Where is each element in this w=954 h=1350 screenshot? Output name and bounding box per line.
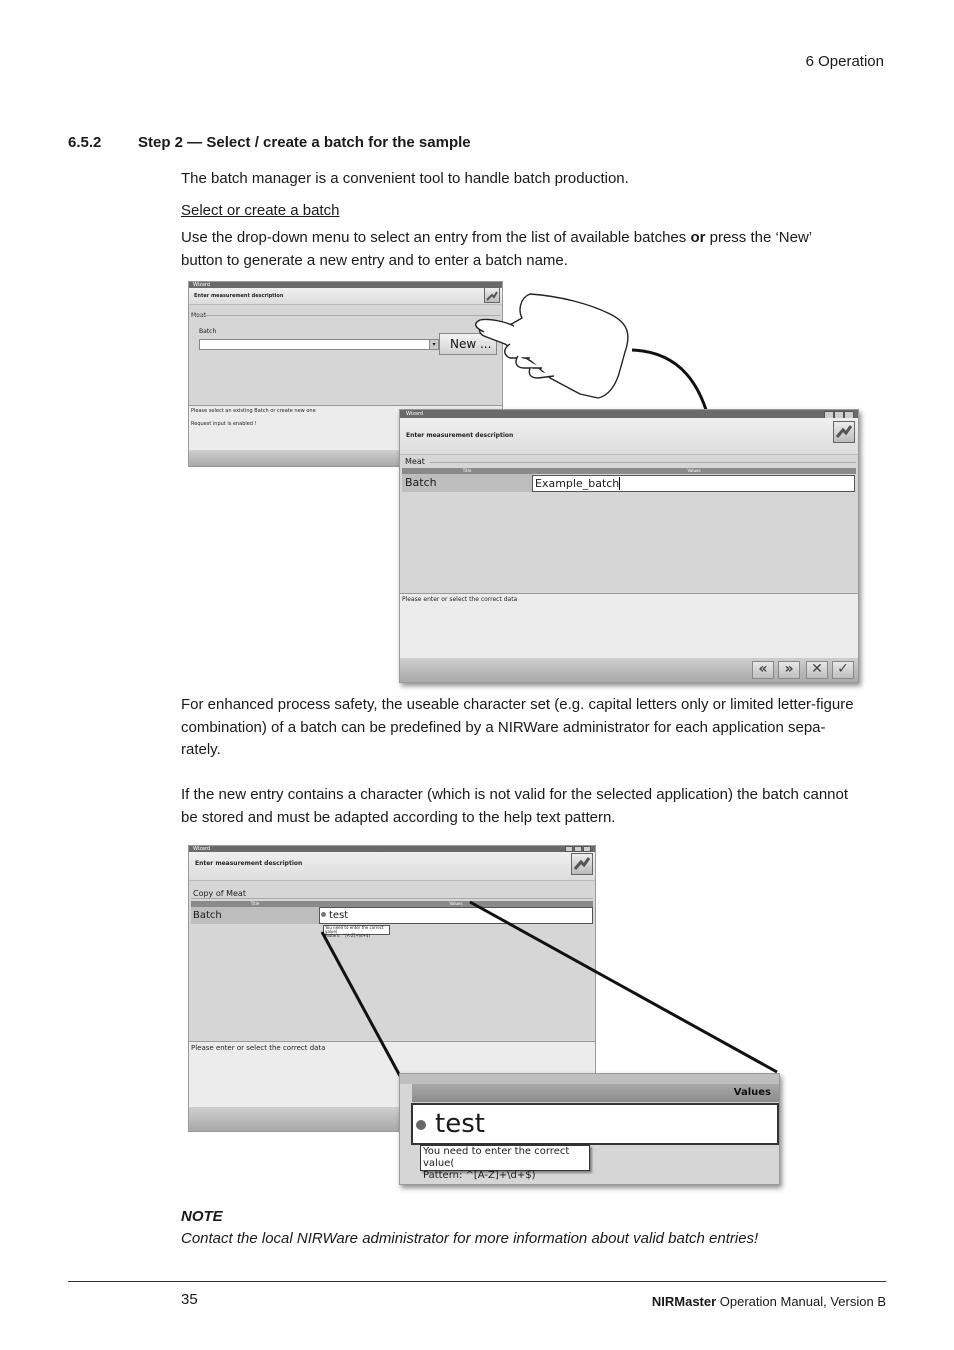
zoom-value-input[interactable]: test (411, 1103, 779, 1145)
note-label: NOTE (181, 1208, 223, 1225)
window-title: Wizard (400, 410, 858, 418)
column-header-values: Values (412, 1084, 779, 1102)
back-button[interactable]: « (752, 661, 774, 679)
batch-value-input[interactable]: Example_batch (532, 475, 855, 492)
group-label: Copy of Meat (193, 889, 246, 898)
section-title: Step 2 — Select / create a batch for the sample (138, 134, 471, 151)
window-title: Wizard (189, 282, 502, 288)
cancel-x-icon[interactable]: ✕ (806, 661, 828, 679)
footer-rule (68, 1281, 886, 1282)
footer-title: NIRMaster Operation Manual, Version B (651, 1294, 886, 1309)
help-text: Please enter or select the correct data (400, 593, 858, 664)
column-header-values: Values (319, 901, 593, 907)
validation-tooltip: You need to enter the correct value( Pattern: ^[A-Z]+\d+$) (420, 1145, 590, 1171)
description-header: Enter measurement description (189, 288, 502, 305)
batch-value-input[interactable]: test (319, 907, 593, 924)
help-line-2: Request input is enabled ! (191, 421, 257, 427)
subheading: Select or create a batch (181, 202, 340, 219)
forward-button[interactable]: » (778, 661, 800, 679)
confirm-check-icon[interactable]: ✓ (832, 661, 854, 679)
window-title: Wizard (189, 846, 595, 852)
instruction-text: Use the drop-down menu to select an entry from the list of available batches or press the ‘New’ button to generate a new entry and to enter a batch name. (181, 229, 813, 269)
description-header: Enter measurement description (189, 852, 595, 881)
group-label: Meat (405, 457, 425, 466)
validation-tooltip: You need to enter the correct value( Pattern: ^[A-Z]+\d+$) (323, 925, 390, 935)
zoom-inset (399, 1073, 780, 1185)
help-line-1: Please select an existing Batch or create new one (191, 408, 316, 414)
note-text: Contact the local NIRWare administrator for more information about valid batch entries! (181, 1230, 759, 1247)
group-label: Meat (191, 312, 206, 319)
error-icon (416, 1120, 426, 1130)
dropdown-arrow-icon[interactable]: ▾ (429, 340, 438, 349)
invalid-paragraph: If the new entry contains a character (which is not valid for the selected application) the batch cannot be stored and must be adapted according to the help text pattern. (181, 786, 849, 826)
running-header: 6 Operation (805, 53, 884, 70)
new-button[interactable]: New ... (439, 333, 497, 355)
safety-paragraph: For enhanced process safety, the useable character set (e.g. capital letters only or limited letter-figure combination) of a batch can be predefined by a NIRWare administrator for each application sepa- rately. (181, 696, 854, 758)
column-header-title: Title (191, 901, 319, 907)
row-title-batch: Batch (191, 907, 319, 924)
page-number: 35 (181, 1291, 198, 1308)
section-number: 6.5.2 (68, 134, 102, 151)
help-text: Please enter or select the correct data (189, 1041, 595, 1112)
column-header-values: Values (532, 468, 856, 474)
column-header-title: Title (402, 468, 532, 474)
batch-label: Batch (199, 328, 217, 335)
intro-text: The batch manager is a convenient tool to handle batch production. (181, 170, 629, 187)
row-title-batch: Batch (402, 474, 533, 492)
description-header: Enter measurement description (400, 418, 858, 455)
